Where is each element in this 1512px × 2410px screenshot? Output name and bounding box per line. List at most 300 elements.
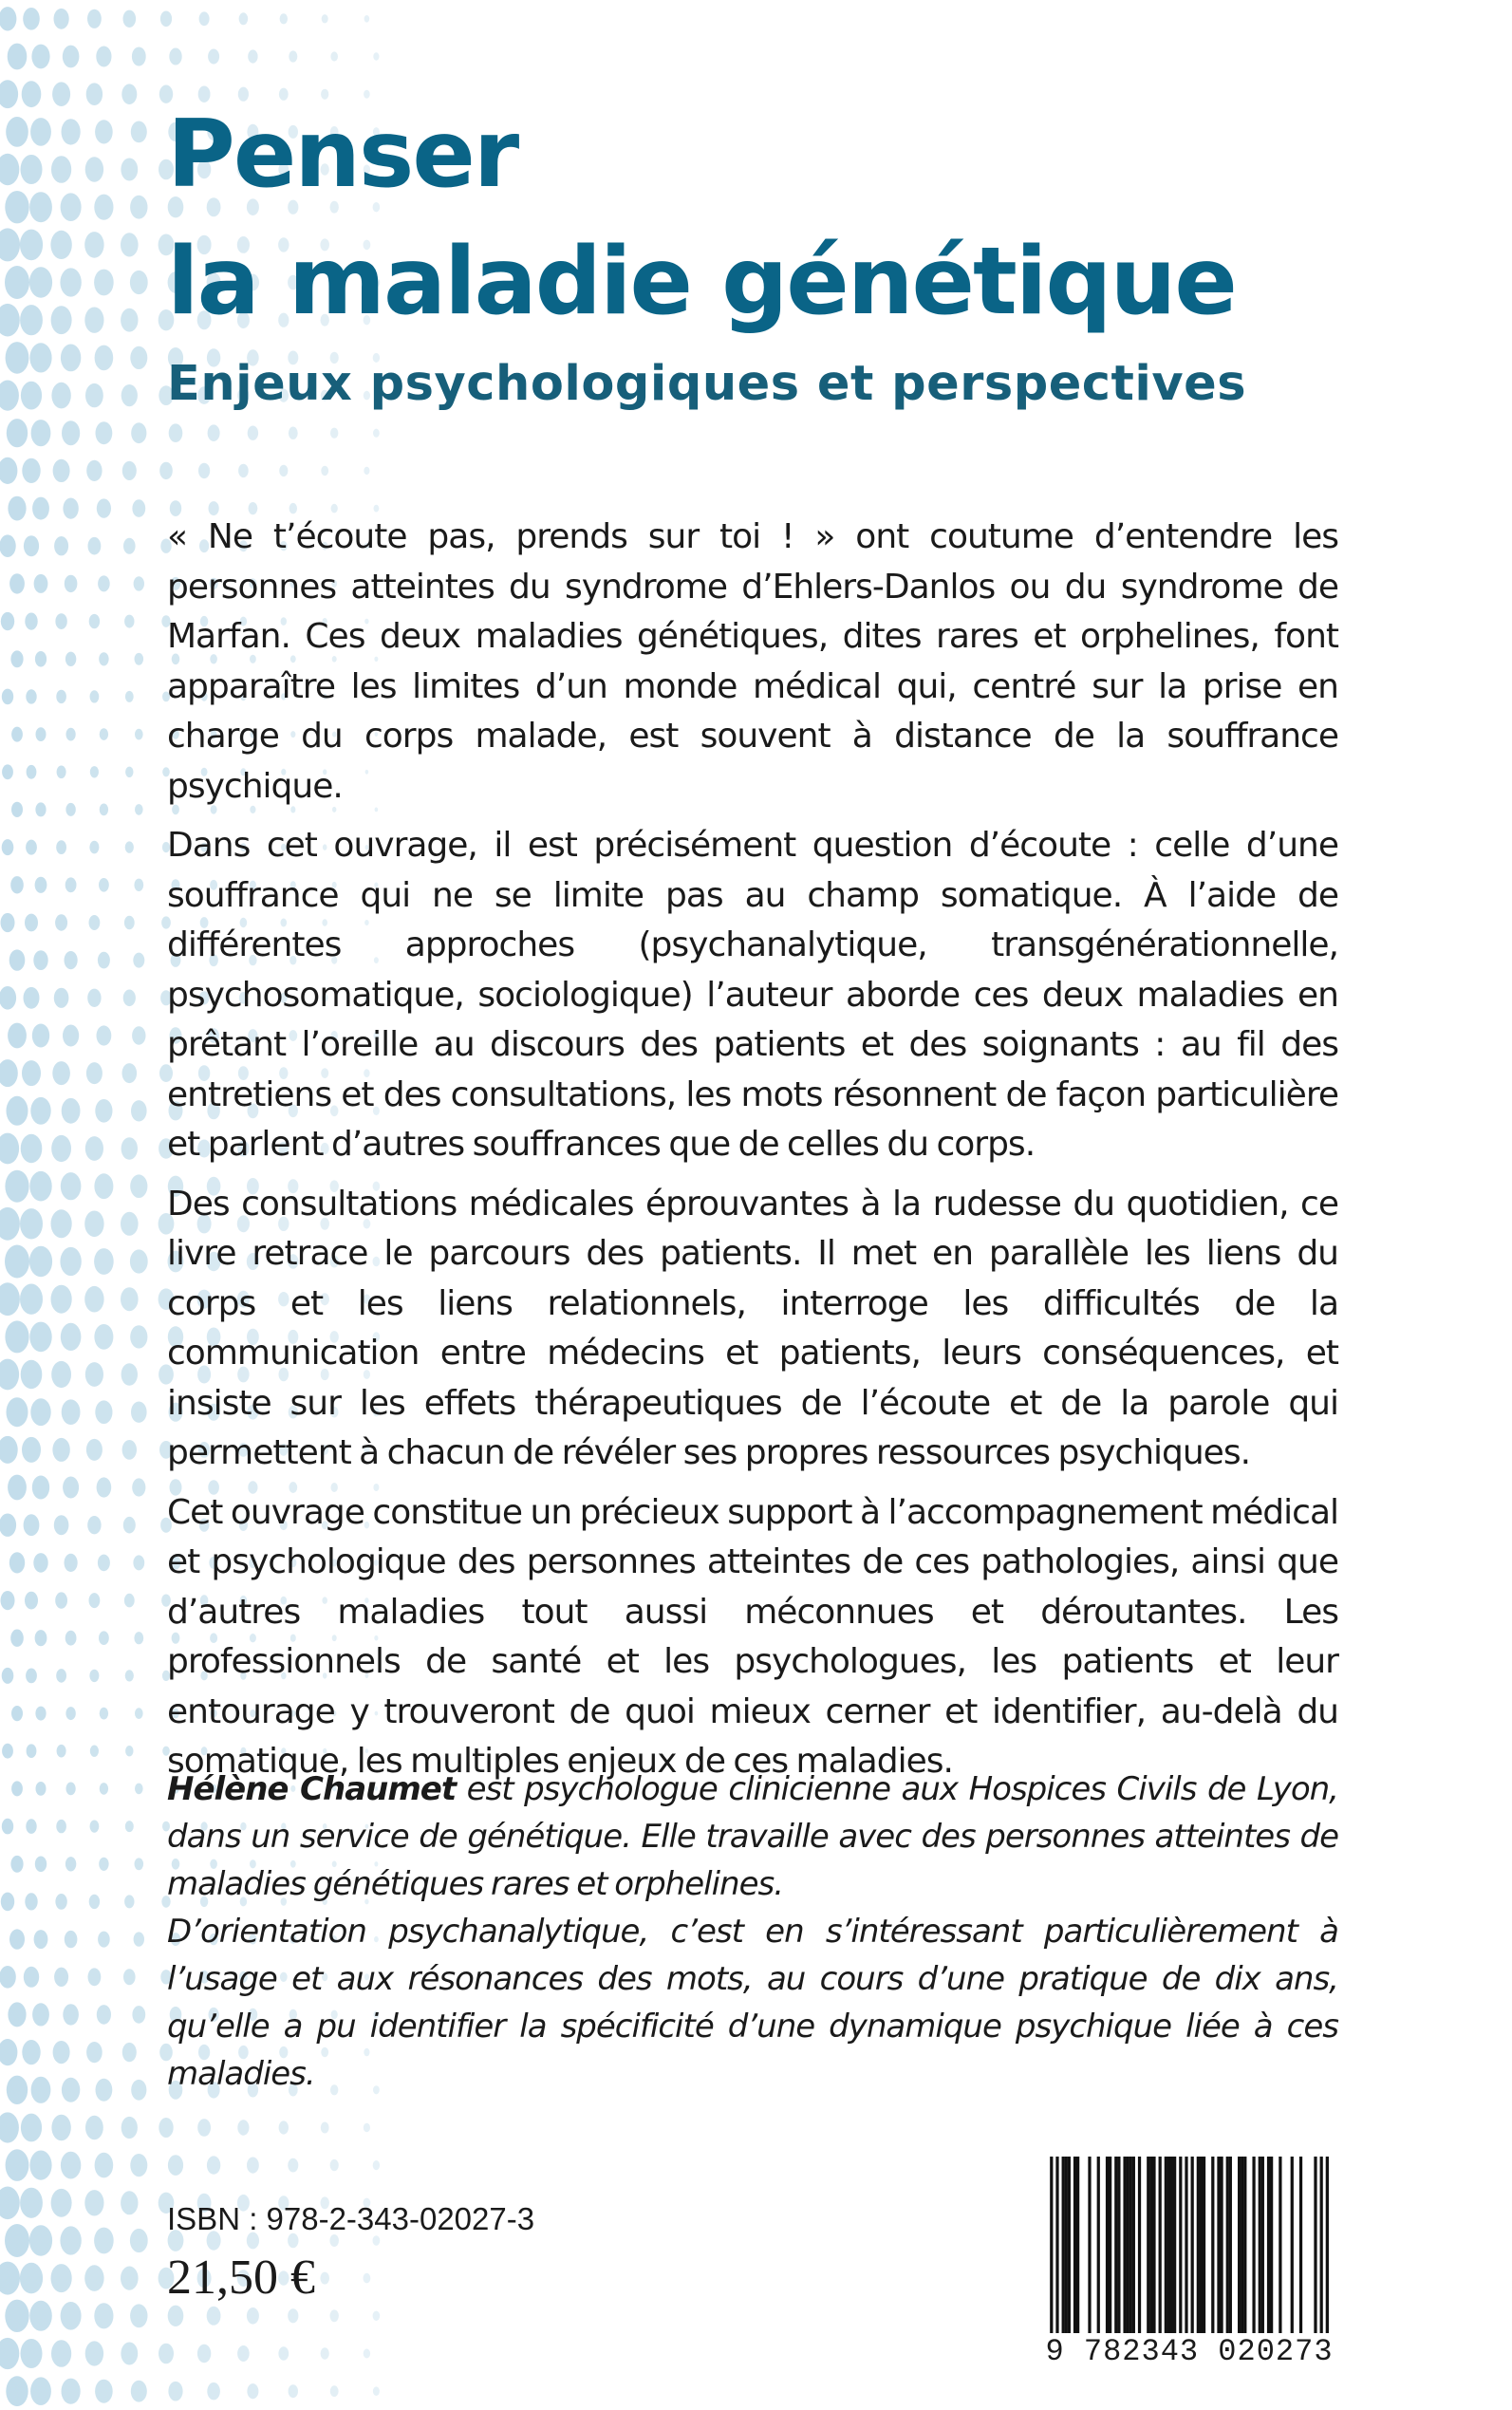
pattern-dot	[169, 423, 183, 442]
pattern-dot	[7, 2076, 28, 2104]
pattern-dot	[53, 459, 70, 482]
pattern-dot	[94, 270, 114, 296]
pattern-dot	[5, 2300, 28, 2332]
pattern-dot	[86, 2042, 103, 2063]
pattern-dot	[330, 51, 338, 61]
pattern-dot	[29, 2301, 52, 2331]
barcode-bar	[1149, 2157, 1152, 2346]
pattern-dot	[100, 728, 108, 740]
pattern-dot	[27, 765, 37, 779]
pattern-dot	[11, 1781, 23, 1796]
pattern-dot	[0, 534, 16, 557]
pattern-dot	[65, 1857, 76, 1871]
title-line-1: Penser	[167, 101, 518, 209]
pattern-dot	[132, 1478, 145, 1496]
pattern-dot	[24, 1514, 40, 1536]
pattern-dot	[51, 1285, 72, 1314]
pattern-dot	[238, 87, 249, 102]
pattern-dot	[123, 1517, 136, 1534]
pattern-dot	[29, 2225, 52, 2256]
pattern-dot	[135, 1858, 144, 1870]
pattern-dot	[168, 2306, 184, 2326]
pattern-dot	[35, 1630, 47, 1646]
pattern-dot	[321, 2122, 329, 2134]
pattern-dot	[321, 89, 328, 100]
pattern-dot	[96, 47, 111, 67]
pattern-dot	[373, 52, 379, 60]
barcode-number: 9 782343 020273	[1045, 2334, 1334, 2369]
isbn: ISBN : 978-2-343-02027-3	[167, 2201, 535, 2236]
pattern-dot	[100, 1783, 108, 1795]
pattern-dot	[54, 988, 69, 1008]
pattern-dot	[51, 1361, 71, 1388]
pattern-dot	[26, 1669, 37, 1684]
pattern-dot	[0, 1966, 16, 1989]
barcode-bar	[1062, 2157, 1065, 2346]
pattern-dot	[5, 1320, 28, 1353]
barcode-bar	[1167, 2157, 1170, 2346]
pattern-dot	[125, 767, 133, 777]
pattern-dot	[85, 383, 103, 407]
pattern-dot	[134, 576, 144, 590]
pattern-dot	[364, 15, 370, 23]
pattern-dot	[21, 155, 43, 184]
pattern-dot	[121, 1212, 139, 1236]
pattern-dot	[89, 1593, 101, 1608]
pattern-dot	[0, 304, 20, 337]
pattern-dot	[25, 1893, 37, 1910]
pattern-dot	[65, 575, 78, 592]
pattern-dot	[8, 1475, 27, 1501]
pattern-dot	[130, 346, 147, 369]
pattern-dot	[0, 1059, 18, 1087]
pattern-dot	[121, 1363, 138, 1386]
pattern-dot	[24, 1967, 39, 1988]
barcode-bar	[1123, 2157, 1126, 2346]
pattern-dot	[65, 1707, 75, 1720]
pattern-dot	[2, 764, 13, 779]
pattern-dot	[30, 118, 51, 146]
pattern-dot	[54, 1968, 68, 1987]
pattern-dot	[94, 2228, 114, 2254]
pattern-dot	[60, 268, 81, 296]
barcode-bar	[1229, 2157, 1232, 2346]
barcode-bar	[1065, 2157, 1068, 2346]
pattern-dot	[237, 2120, 249, 2135]
pattern-dot	[121, 1137, 138, 1160]
pattern-dot	[21, 382, 42, 410]
pattern-dot	[52, 1061, 70, 1085]
barcode-bar	[1076, 2157, 1079, 2346]
pattern-dot	[25, 1592, 38, 1610]
pattern-dot	[29, 267, 52, 298]
pattern-dot	[0, 381, 19, 411]
pattern-dot	[330, 428, 338, 439]
pattern-dot	[364, 467, 369, 475]
pattern-dot	[22, 1060, 41, 1086]
pattern-dot	[51, 383, 70, 409]
author-bio-paragraph: D’orientation psychanalytique, c’est en s’intéressant particulièrement à l’usage et aux résonances des mots, au cours d’une pratique de dix ans, qu’elle a pu identifier la spécificité d’une dynamique psychique liée à ces maladies.	[167, 1913, 1338, 2093]
pattern-dot	[86, 83, 103, 105]
pattern-dot	[124, 916, 135, 930]
pattern-dot	[132, 2006, 145, 2024]
pattern-dot	[51, 1209, 72, 1238]
barcode-bar	[1191, 2157, 1194, 2346]
pattern-dot	[25, 613, 37, 630]
pattern-dot	[198, 463, 210, 478]
pattern-dot	[31, 420, 51, 446]
pattern-dot	[131, 2080, 146, 2101]
pattern-dot	[96, 421, 113, 444]
pattern-dot	[168, 2155, 183, 2176]
barcode-bar	[1270, 2157, 1273, 2346]
pattern-dot	[279, 465, 288, 476]
pattern-dot	[100, 804, 108, 816]
pattern-dot	[11, 802, 23, 817]
pattern-dot	[98, 575, 110, 591]
pattern-dot	[330, 2309, 339, 2322]
barcode-bar	[1088, 2157, 1091, 2346]
pattern-dot	[87, 9, 102, 28]
pattern-dot	[364, 90, 370, 99]
barcode-bar	[1220, 2157, 1223, 2346]
pattern-dot	[24, 987, 40, 1009]
pattern-dot	[208, 424, 220, 441]
pattern-dot	[90, 690, 100, 702]
pattern-dot	[66, 1783, 76, 1796]
barcode-bar	[1073, 2157, 1076, 2346]
pattern-dot	[373, 2311, 381, 2321]
barcode-bars	[1044, 2157, 1335, 2346]
pattern-dot	[125, 841, 134, 852]
pattern-dot	[288, 2308, 298, 2323]
pattern-dot	[51, 156, 71, 183]
pattern-dot	[373, 2160, 380, 2170]
pattern-dot	[51, 2264, 72, 2292]
pattern-dot	[35, 651, 47, 667]
pattern-dot	[32, 1024, 49, 1048]
pattern-dot	[2, 689, 13, 705]
pattern-dot	[321, 2347, 329, 2359]
pattern-dot	[51, 2189, 72, 2217]
barcode-bar	[1252, 2157, 1255, 2346]
pattern-dot	[10, 876, 24, 893]
barcode-bar	[1217, 2157, 1220, 2346]
pattern-dot	[289, 427, 298, 439]
pattern-dot	[135, 804, 143, 815]
pattern-dot	[135, 1784, 143, 1795]
pattern-dot	[373, 429, 380, 438]
pattern-dot	[289, 50, 297, 62]
pattern-dot	[125, 1746, 133, 1756]
pattern-dot	[35, 802, 46, 816]
pattern-dot	[10, 650, 23, 667]
pattern-dot	[55, 1894, 66, 1910]
pattern-dot	[29, 1246, 52, 1278]
blurb-paragraph: « Ne t’écoute pas, prends sur toi ! » ont coutume d’entendre les personnes atteintes du syndrome d’Ehlers-Danlos ou du syndrome de Marfan. Ces deux maladies génétiques, dites rares et orphelines, font apparaître les limites d’un monde médical qui, centré sur la prise en charge du corps malade, est souvent à distance de la souffrance psychique.	[167, 517, 1338, 806]
pattern-dot	[207, 2307, 221, 2326]
pattern-dot	[20, 1284, 43, 1315]
barcode-bar	[1097, 2157, 1100, 2346]
pattern-dot	[169, 48, 181, 65]
pattern-dot	[33, 1553, 47, 1573]
pattern-dot	[54, 1515, 69, 1535]
pattern-dot	[135, 729, 143, 740]
pattern-dot	[26, 840, 37, 855]
pattern-dot	[89, 1670, 99, 1682]
pattern-dot	[94, 1324, 113, 1350]
pattern-dot	[134, 1632, 143, 1644]
pattern-dot	[122, 2043, 137, 2062]
barcode-bar	[1050, 2157, 1053, 2346]
pattern-dot	[65, 1631, 77, 1646]
pattern-dot	[62, 1399, 81, 1425]
pattern-dot	[22, 2040, 40, 2064]
pattern-dot	[63, 498, 78, 519]
barcode-bar	[1179, 2157, 1182, 2346]
pattern-dot	[122, 1063, 138, 1083]
pattern-dot	[88, 1968, 102, 1986]
pattern-dot	[133, 1555, 144, 1570]
pattern-dot	[130, 271, 148, 294]
pattern-dot	[52, 1438, 69, 1462]
pattern-dot	[55, 613, 66, 629]
barcode-bar	[1127, 2157, 1129, 2346]
pattern-dot	[238, 464, 249, 477]
pattern-dot	[85, 1136, 103, 1161]
pattern-dot	[26, 689, 36, 703]
pattern-dot	[121, 2191, 138, 2214]
pattern-dot	[95, 2380, 113, 2403]
pattern-dot	[95, 346, 114, 371]
barcode-bar	[1279, 2157, 1281, 2346]
pattern-dot	[63, 46, 80, 68]
pattern-dot	[5, 191, 28, 223]
pattern-dot	[61, 2152, 81, 2179]
pattern-dot	[9, 573, 25, 593]
pattern-dot	[0, 2039, 17, 2065]
pattern-dot	[98, 1932, 110, 1948]
pattern-dot	[121, 2117, 138, 2139]
pattern-dot	[94, 1173, 113, 1199]
pattern-dot	[2, 839, 14, 855]
pattern-dot	[8, 1023, 27, 1049]
pattern-dot	[8, 2002, 26, 2027]
barcode-bar	[1238, 2157, 1241, 2346]
barcode-bar	[1117, 2157, 1120, 2346]
pattern-dot	[0, 1514, 16, 1537]
pattern-dot	[0, 1207, 20, 1241]
pattern-dot	[364, 2349, 370, 2359]
barcode-bar	[1259, 2157, 1261, 2346]
pattern-dot	[8, 496, 26, 521]
pattern-dot	[321, 466, 328, 476]
pattern-dot	[30, 1097, 50, 1125]
blurb	[167, 513, 1338, 1797]
pattern-dot	[0, 80, 18, 108]
pattern-dot	[87, 1516, 101, 1534]
pattern-dot	[56, 1820, 66, 1833]
pattern-dot	[100, 1708, 108, 1720]
pattern-dot	[130, 1325, 147, 1348]
pattern-dot	[124, 1594, 135, 1608]
pattern-dot	[373, 2386, 380, 2396]
pattern-dot	[288, 2158, 298, 2173]
pattern-dot	[62, 2078, 80, 2102]
author-bio-paragraph	[167, 1765, 1338, 1908]
pattern-dot	[322, 14, 328, 23]
pattern-dot	[0, 2262, 20, 2295]
pattern-dot	[160, 10, 172, 27]
pattern-dot	[124, 615, 134, 628]
pattern-dot	[30, 2377, 51, 2405]
pattern-dot	[31, 2077, 51, 2103]
pattern-dot	[10, 1630, 24, 1647]
pattern-dot	[20, 2263, 43, 2294]
pattern-dot	[51, 1135, 71, 1162]
pattern-dot	[89, 841, 99, 854]
pattern-dot	[51, 306, 72, 334]
pattern-dot	[32, 2003, 49, 2026]
barcode-bar	[1320, 2157, 1323, 2346]
pattern-dot	[55, 1592, 67, 1608]
pattern-dot	[130, 1249, 148, 1273]
pattern-dot	[33, 950, 47, 970]
pattern-dot	[374, 505, 380, 513]
pattern-dot	[62, 2379, 81, 2404]
pattern-dot	[97, 498, 111, 517]
pattern-dot	[130, 2229, 148, 2252]
pattern-dot	[132, 47, 146, 66]
price: 21,50 €	[167, 2251, 315, 2305]
author-name: Hélène Chaumet	[167, 1770, 457, 1808]
pattern-dot	[6, 2149, 29, 2181]
pattern-dot	[123, 1969, 136, 1985]
pattern-dot	[1, 913, 15, 932]
pattern-dot	[87, 989, 101, 1007]
pattern-dot	[30, 1398, 50, 1426]
pattern-dot	[168, 2382, 182, 2401]
pattern-dot	[0, 2187, 20, 2220]
pattern-dot	[90, 1746, 99, 1757]
pattern-dot	[65, 951, 78, 969]
pattern-dot	[130, 1174, 147, 1198]
pattern-dot	[248, 426, 258, 440]
pattern-dot	[55, 914, 67, 930]
pattern-dot	[123, 990, 136, 1007]
pattern-dot	[89, 614, 100, 628]
pattern-dot	[197, 2119, 211, 2137]
pattern-dot	[84, 2265, 103, 2291]
pattern-dot	[26, 1819, 36, 1834]
pattern-dot	[2, 1744, 13, 1759]
pattern-dot	[131, 422, 146, 443]
pattern-dot	[85, 2116, 103, 2139]
pattern-dot	[29, 1171, 51, 1202]
pattern-dot	[51, 2340, 71, 2367]
pattern-dot	[9, 949, 26, 970]
pattern-dot	[60, 2226, 81, 2254]
pattern-dot	[159, 2118, 173, 2138]
barcode-bar	[1114, 2157, 1117, 2346]
pattern-dot	[56, 1669, 66, 1683]
barcode-bar	[1129, 2157, 1132, 2346]
pattern-dot	[65, 652, 76, 666]
pattern-dot	[130, 196, 147, 219]
pattern-dot	[125, 691, 134, 702]
pattern-dot	[207, 2382, 220, 2400]
pattern-dot	[159, 2344, 174, 2364]
pattern-dot	[61, 1323, 82, 1351]
pattern-dot	[278, 2346, 289, 2361]
pattern-dot	[84, 308, 103, 333]
pattern-dot	[61, 193, 82, 221]
pattern-dot	[36, 1782, 47, 1796]
pattern-dot	[135, 1708, 143, 1719]
pattern-dot	[94, 1248, 114, 1275]
pattern-dot	[50, 231, 71, 259]
pattern-dot	[159, 462, 173, 479]
pattern-dot	[21, 1360, 43, 1389]
pattern-dot	[1, 1893, 14, 1912]
barcode-bar	[1226, 2157, 1229, 2346]
pattern-dot	[54, 536, 68, 555]
pattern-dot	[35, 1857, 47, 1873]
pattern-dot	[247, 2158, 259, 2174]
pattern-dot	[56, 690, 66, 703]
pattern-dot	[96, 2079, 113, 2102]
barcode-bar	[1159, 2157, 1162, 2346]
pattern-dot	[65, 877, 77, 892]
pattern-dot	[7, 419, 28, 447]
pattern-dot	[62, 420, 80, 445]
pattern-dot	[95, 1400, 112, 1424]
pattern-dot	[62, 1098, 81, 1124]
pattern-dot	[21, 2339, 43, 2368]
pattern-dot	[2, 1819, 13, 1835]
pattern-dot	[60, 1247, 81, 1276]
pattern-dot	[1, 612, 14, 630]
pattern-dot	[123, 10, 137, 28]
pattern-dot	[121, 384, 138, 406]
pattern-dot	[5, 266, 29, 299]
pattern-dot	[121, 1287, 139, 1311]
pattern-dot	[22, 81, 42, 107]
pattern-dot	[97, 2005, 111, 2025]
barcode-bar	[1068, 2157, 1071, 2346]
barcode-bar	[1200, 2157, 1203, 2346]
pattern-dot	[121, 233, 139, 256]
pattern-dot	[0, 228, 20, 261]
pattern-dot	[22, 1437, 41, 1463]
pattern-dot	[29, 1322, 51, 1353]
pattern-dot	[90, 1821, 100, 1833]
barcode-bar	[1291, 2157, 1294, 2346]
pattern-dot	[84, 1211, 103, 1238]
barcode-bar	[1241, 2157, 1243, 2346]
pattern-dot	[34, 574, 48, 593]
pattern-dot	[132, 1026, 145, 1044]
pattern-dot	[20, 305, 43, 335]
pattern-dot	[52, 82, 70, 106]
pattern-dot	[9, 1929, 25, 1949]
pattern-dot	[32, 1476, 49, 1500]
pattern-dot	[247, 2383, 258, 2399]
barcode-bar	[1211, 2157, 1214, 2346]
barcode-bar	[1267, 2157, 1270, 2346]
pattern-dot	[0, 1133, 19, 1165]
pattern-dot	[289, 2384, 298, 2398]
